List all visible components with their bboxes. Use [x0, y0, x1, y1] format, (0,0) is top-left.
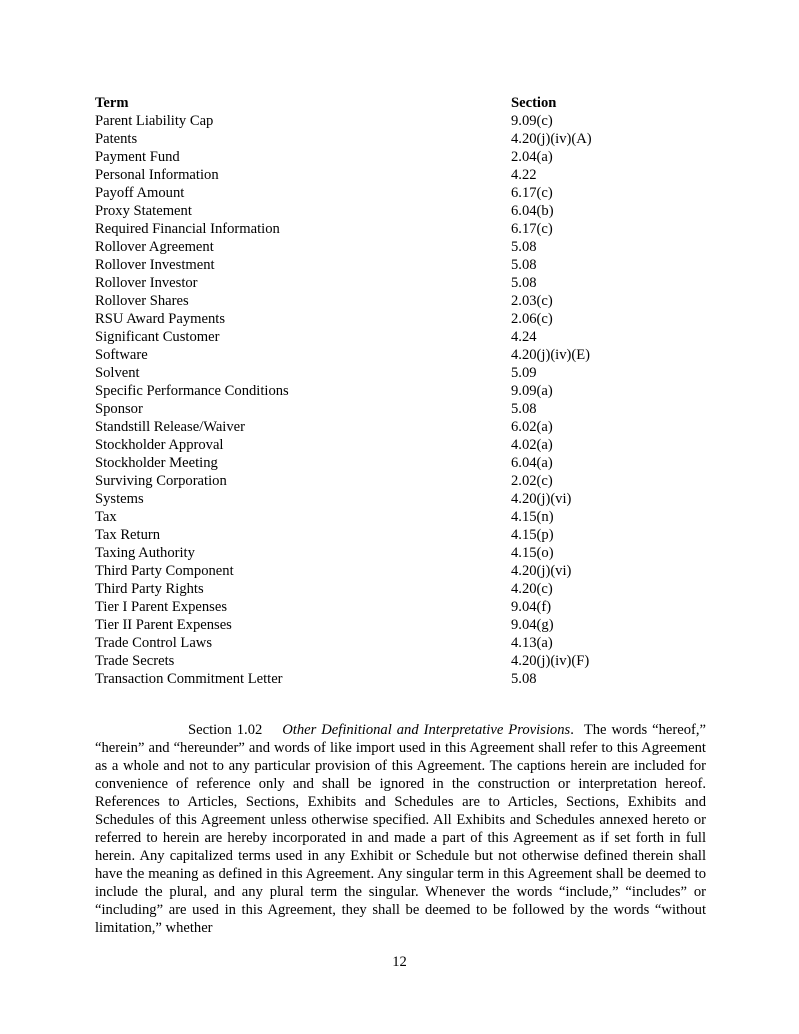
defined-term: Significant Customer [95, 329, 220, 345]
table-row [95, 580, 615, 598]
section-reference: 4.24 [511, 329, 537, 345]
section-reference: 2.06(c) [511, 311, 553, 327]
section-reference: 4.20(c) [511, 581, 553, 597]
section-reference: 9.04(g) [511, 617, 554, 633]
section-reference: 5.08 [511, 239, 537, 255]
section-reference: 9.09(a) [511, 383, 553, 399]
table-row [95, 238, 615, 256]
defined-term: Stockholder Approval [95, 437, 224, 453]
section-body-text: The words “hereof,” “herein” and “hereunder” and words of like import used in this Agreement shall refer to this Agreement as a whole and not to any particular provision of this Agreement. The captions herein are included for convenience of reference only and shall be ignored in the construction or interpretation hereof. References to Articles, Sections, Exhibits and Schedules are to Articles, Sections, Exhibits and Schedules of this Agreement unless otherwise specified. All Exhibits and Schedules annexed hereto or referred to herein are hereby incorporated in and made a part of this Agreement as if set forth in full herein. Any capitalized terms used in any Exhibit or Schedule but not otherwise defined therein shall have the meaning as defined in this Agreement. Any singular term in this Agreement shall be deemed to include the plural, and any plural term the singular. Whenever the words “include,” “includes” or “including” are used in this Agreement, they shall be deemed to be followed by the words “without limitation,” whether [95, 721, 707, 936]
table-row [95, 256, 615, 274]
defined-term: Solvent [95, 365, 140, 381]
defined-term: Transaction Commitment Letter [95, 671, 283, 687]
defined-term: Payoff Amount [95, 185, 185, 201]
defined-term: Third Party Component [95, 563, 234, 579]
table-row [95, 418, 615, 436]
table-row [95, 508, 615, 526]
section-reference: 6.02(a) [511, 419, 553, 435]
defined-term: Systems [95, 491, 144, 507]
defined-term: Trade Secrets [95, 653, 175, 669]
section-reference: 6.17(c) [511, 221, 553, 237]
defined-term: Software [95, 347, 148, 363]
table-row [95, 148, 615, 166]
defined-term: Personal Information [95, 167, 219, 183]
table-row [95, 454, 615, 472]
table-row [95, 400, 615, 418]
defined-term: Tax [95, 509, 117, 525]
defined-term: Third Party Rights [95, 581, 204, 597]
defined-term: Rollover Shares [95, 293, 189, 309]
table-row [95, 598, 615, 616]
defined-term: Payment Fund [95, 149, 180, 165]
defined-term: Rollover Investor [95, 275, 198, 291]
table-row [95, 310, 615, 328]
defined-term: Rollover Investment [95, 257, 215, 273]
section-reference: 5.08 [511, 257, 537, 273]
section-reference: 4.13(a) [511, 635, 553, 651]
section-reference: 4.20(j)(iv)(A) [511, 131, 592, 147]
defined-term: Trade Control Laws [95, 635, 213, 651]
section-reference: 5.08 [511, 671, 537, 687]
defined-term: Tier I Parent Expenses [95, 599, 227, 615]
defined-term: Tax Return [95, 527, 161, 543]
table-header-row [95, 94, 615, 112]
section-reference: 5.09 [511, 365, 537, 381]
table-row [95, 436, 615, 454]
section-reference: 6.04(a) [511, 455, 553, 471]
section-reference: 4.15(o) [511, 545, 554, 561]
table-row [95, 274, 615, 292]
section-reference: 9.04(f) [511, 599, 552, 615]
table-row [95, 166, 615, 184]
section-reference: 6.17(c) [511, 185, 553, 201]
table-row [95, 292, 615, 310]
section-1-02-paragraph [95, 721, 706, 937]
section-number: Section 1.02 [188, 721, 263, 738]
defined-term: Taxing Authority [95, 545, 195, 561]
defined-term: Stockholder Meeting [95, 455, 218, 471]
section-reference: 4.20(j)(vi) [511, 563, 572, 579]
table-row [95, 346, 615, 364]
defined-term: Required Financial Information [95, 221, 280, 237]
defined-term: Surviving Corporation [95, 473, 227, 489]
table-row [95, 634, 615, 652]
defined-term: Patents [95, 131, 138, 147]
section-reference: 2.04(a) [511, 149, 553, 165]
section-reference: 4.20(j)(iv)(F) [511, 653, 590, 669]
section-reference: 4.22 [511, 167, 537, 183]
defined-term: Tier II Parent Expenses [95, 617, 232, 633]
section-reference: 6.04(b) [511, 203, 554, 219]
section-reference: 4.20(j)(vi) [511, 491, 572, 507]
defined-term: RSU Award Payments [95, 311, 226, 327]
table-row [95, 670, 615, 688]
table-row [95, 112, 615, 130]
defined-term: Sponsor [95, 401, 143, 417]
section-column-header: Section [511, 95, 557, 111]
table-row [95, 382, 615, 400]
table-row [95, 544, 615, 562]
table-row [95, 526, 615, 544]
table-row [95, 184, 615, 202]
table-row [95, 562, 615, 580]
section-title-period: . [570, 721, 574, 738]
section-reference: 5.08 [511, 275, 537, 291]
table-row [95, 616, 615, 634]
table-row [95, 220, 615, 238]
defined-term: Rollover Agreement [95, 239, 214, 255]
defined-term: Standstill Release/Waiver [95, 419, 245, 435]
section-title: Other Definitional and Interpretative Provisions [282, 721, 571, 738]
table-row [95, 472, 615, 490]
section-reference: 2.02(c) [511, 473, 553, 489]
section-reference: 5.08 [511, 401, 537, 417]
defined-term: Specific Performance Conditions [95, 383, 289, 399]
term-column-header: Term [95, 95, 129, 111]
section-reference: 4.15(p) [511, 527, 554, 543]
section-reference: 9.09(c) [511, 113, 553, 129]
defined-term: Parent Liability Cap [95, 113, 214, 129]
table-row [95, 364, 615, 382]
page-number: 12 [392, 954, 407, 970]
table-row [95, 202, 615, 220]
section-reference: 4.15(n) [511, 509, 554, 525]
table-row [95, 490, 615, 508]
section-reference: 4.02(a) [511, 437, 553, 453]
table-row [95, 652, 615, 670]
table-row [95, 130, 615, 148]
section-reference: 2.03(c) [511, 293, 553, 309]
table-row [95, 328, 615, 346]
section-reference: 4.20(j)(iv)(E) [511, 347, 591, 363]
definitions-table [95, 94, 615, 688]
defined-term: Proxy Statement [95, 203, 192, 219]
